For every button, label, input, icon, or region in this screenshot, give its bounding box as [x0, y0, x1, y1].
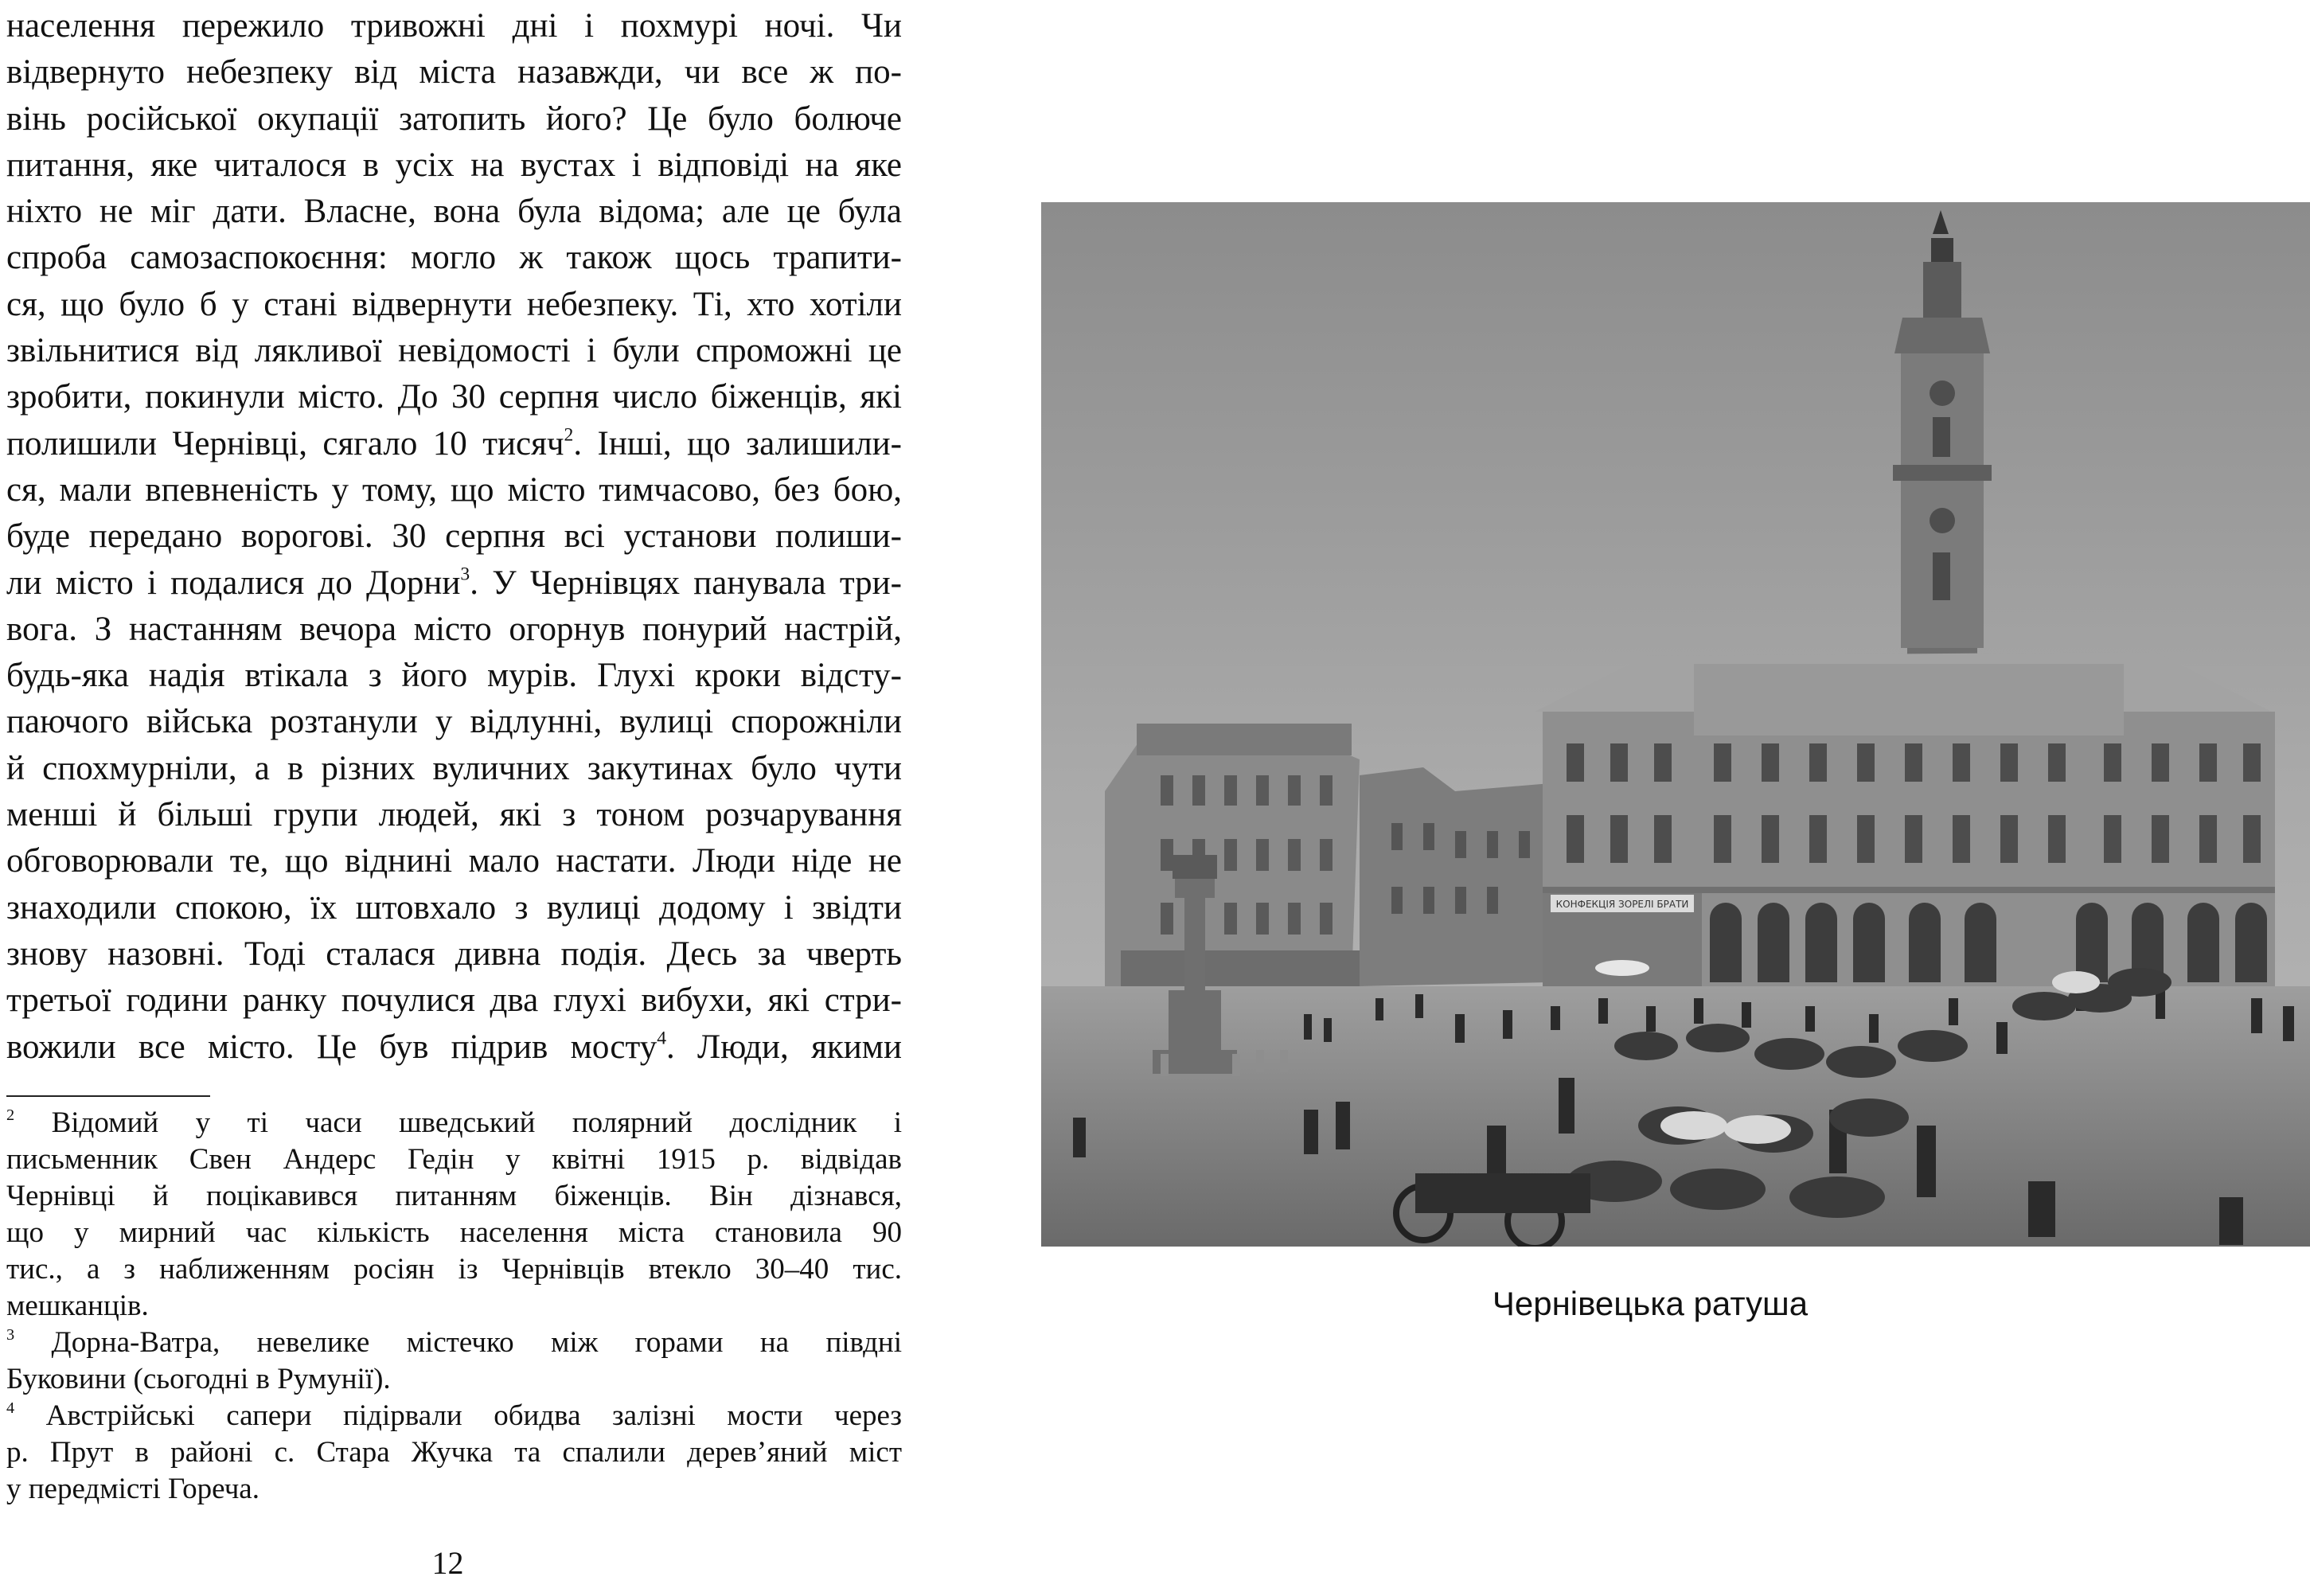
- footnote-4: $^4$ Австрійські сапери підірвали обидва залізні мости через: [6, 1399, 902, 1432]
- text-line: вога. З настанням вечора місто огорнув понурий настрій,: [6, 610, 902, 648]
- text-line: звільнитися від лякливої невідомості і були спроможні це: [6, 332, 902, 370]
- footnote-line: що у мирний час кількість населення міста становила 90: [6, 1216, 902, 1249]
- text-line: менші й більші групи людей, які з тоном розчарування: [6, 796, 902, 834]
- footnote-line: р. Прут в районі с. Стара Жучка та спалили дерев’яний міст: [6, 1436, 902, 1469]
- text-column: [6, 3, 903, 1505]
- footnote-ref-3[interactable]: 3: [460, 563, 470, 584]
- footnote-ref-4[interactable]: 4: [657, 1027, 667, 1048]
- text-line-with-footnote-ref: полишили Чернівці, сягало 10 тисяч$^2$. Інші, що залишили-: [6, 423, 902, 462]
- text-line: ся, мали впевненість у тому, що місто тимчасово, без бою,: [6, 470, 902, 509]
- town-hall-building: [1535, 652, 2275, 1014]
- text-line-with-footnote-ref: ли місто і подалися до Дорни$^3$. У Чернівцях панувала три-: [6, 563, 902, 602]
- text-line: відвернуто небезпеку від міста назавжди, чи все ж по-: [6, 53, 902, 92]
- town-hall-photo: [1041, 202, 2310, 1247]
- text-line-with-footnote-ref: вожили все місто. Це був підрив мосту$^4$. Люди, якими: [6, 1027, 902, 1066]
- footnote-line: Чернівці й поцікавився питанням біженців. Він дізнався,: [6, 1180, 902, 1212]
- text-line: паючого війська розтанули у відлунні, вулиці спорожніли: [6, 703, 902, 741]
- footnote-line: у передмісті Гореча.: [6, 1473, 259, 1505]
- umbrella: [1595, 960, 1649, 976]
- shop-sign: КОНФЕКЦІЯ ЗОРЕЛІ БРАТИ: [1555, 899, 1689, 910]
- footnote-3: $^3$ Дорна-Ватра, невелике містечко між горами на півдні: [6, 1325, 903, 1359]
- text-line: третьої години ранку почулися два глухі вибухи, які стри-: [6, 981, 902, 1020]
- footnote-line: письменник Свен Андерс Гедін у квітні 1915 р. відвідав: [6, 1143, 902, 1176]
- text-line: обговорювали те, що віднині мало настати. Люди ніде не: [6, 842, 902, 880]
- text-line: вінь російської окупації затопить його? Це було болюче: [6, 100, 902, 138]
- text-line: й спохмурніли, а в різних вуличних закутинах було чути: [6, 749, 902, 787]
- text-line: буде передано ворогові. 30 серпня всі установи полиши-: [6, 517, 902, 556]
- text-line: ніхто не міг дати. Власне, вона була відома; але це була: [6, 193, 902, 231]
- footnote-line: мешканців.: [6, 1290, 149, 1322]
- footnote-2: $^2$ Відомий у ті часи шведський полярний дослідник і: [6, 1106, 903, 1139]
- text-line: зробити, покинули місто. До 30 серпня число біженців, які: [6, 378, 902, 416]
- footnote-line: Буковини (сьогодні в Румунії).: [6, 1363, 391, 1395]
- body-text: [6, 3, 902, 1071]
- photo-caption: Чернівецька ратуша: [1492, 1285, 1809, 1322]
- text-line: будь-яка надія втікала з його мурів. Глухі кроки відсту-: [6, 657, 902, 695]
- text-line: знову назовні. Тоді сталася дивна подія. Десь за чверть: [6, 935, 902, 973]
- text-line: ся, що було б у стані відвернути небезпеку. Ті, хто хотіли: [6, 285, 902, 323]
- footnote-ref-2[interactable]: 2: [564, 423, 574, 445]
- page-number: 12: [431, 1545, 464, 1581]
- footnote-line: тис., а з наближенням росіян із Чернівців втекло 30–40 тис.: [6, 1253, 902, 1286]
- text-line: спроба самозаспокоєння: могло ж також щось трапити-: [6, 239, 902, 277]
- footnote-divider: [6, 1095, 210, 1097]
- footnotes: [6, 1105, 902, 1508]
- text-line: питання, яке читалося в усіх на вустах і відповіді на яке: [6, 146, 902, 184]
- text-line: населення пережило тривожні дні і похмурі ночі. Чи: [6, 7, 902, 45]
- text-line: знаходили спокою, їх штовхало з вулиці додому і звідти: [6, 888, 902, 927]
